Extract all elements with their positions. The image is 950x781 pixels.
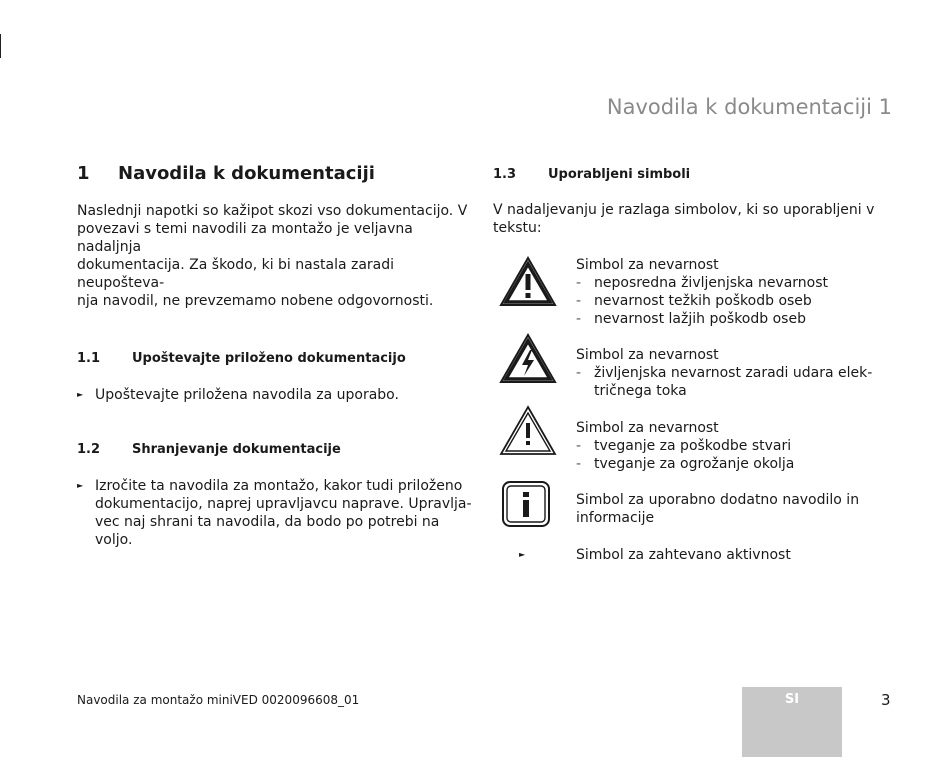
- section-1-3-intro: [493, 201, 893, 237]
- symbol-title: Simbol za nevarnost: [576, 420, 719, 436]
- text-line: dokumentacijo, naprej upravljavcu naprave. Upravlja-: [95, 496, 472, 512]
- crop-mark: [0, 34, 1, 58]
- dash-marker: -: [576, 275, 582, 291]
- section-number: 1.1: [77, 351, 101, 366]
- footer-document-ref: Navodila za montažo miniVED 0020096608_01: [77, 693, 360, 707]
- section-1-1-heading: [77, 350, 477, 368]
- list-item: [576, 310, 896, 328]
- section-1-3-heading: [493, 166, 893, 184]
- dash-marker: -: [576, 438, 582, 454]
- list-item: [576, 364, 896, 400]
- left-column: [77, 160, 477, 549]
- section-title: Uporabljeni simboli: [548, 167, 691, 182]
- list-item-text: nevarnost težkih poškodb oseb: [594, 293, 812, 309]
- list-item-text: nevarnost lažjih poškodb oseb: [594, 311, 806, 327]
- section-number: 1.2: [77, 442, 101, 457]
- text-line: nja navodil, ne prevzemamo nobene odgovornosti.: [77, 293, 434, 309]
- dash-marker: -: [576, 311, 582, 327]
- action-bullet: [77, 477, 477, 549]
- caution-triangle-outline-icon: [499, 405, 557, 457]
- symbol-description: [576, 346, 896, 400]
- text-line: tekstu:: [493, 220, 542, 236]
- bullet-arrow-icon: ►: [77, 481, 84, 490]
- symbol-title: Simbol za uporabno dodatno navodilo in: [576, 492, 860, 508]
- symbol-description: [576, 491, 896, 527]
- text-line: vec naj shrani ta navodila, da bodo po potrebi na voljo.: [95, 514, 440, 548]
- list-item-text: tveganje za ogrožanje okolja: [594, 456, 795, 472]
- action-arrow-icon: ►: [519, 550, 526, 559]
- list-item-text: življenjska nevarnost zaradi udara elek-: [594, 365, 873, 381]
- section-1-intro: [77, 202, 477, 310]
- list-item: [576, 437, 896, 455]
- section-title: Upoštevajte priloženo dokumentacijo: [132, 351, 406, 366]
- list-item-text: tričnega toka: [594, 383, 687, 399]
- section-1-heading: [77, 162, 477, 186]
- danger-triangle-bold-icon: [499, 256, 557, 308]
- symbol-title: Simbol za nevarnost: [576, 257, 719, 273]
- section-title: Navodila k dokumentaciji: [118, 163, 375, 184]
- language-tab: [742, 687, 842, 757]
- symbol-description: [576, 419, 896, 473]
- page-number: 3: [881, 691, 891, 709]
- dash-marker: -: [576, 456, 582, 472]
- section-number: 1: [77, 163, 90, 184]
- running-head: Navodila k dokumentaciji 1: [606, 95, 892, 119]
- bullet-arrow-icon: ►: [77, 390, 84, 399]
- text-line: Naslednji napotki so kažipot skozi vso dokumentacijo. V: [77, 203, 468, 219]
- symbol-title: Simbol za nevarnost: [576, 347, 719, 363]
- action-bullet: [77, 386, 477, 404]
- right-column: [493, 160, 893, 580]
- dash-marker: -: [576, 293, 582, 309]
- section-1-2-heading: [77, 441, 477, 459]
- symbol-title: Simbol za zahtevano aktivnost: [576, 547, 791, 563]
- symbol-description: [576, 256, 896, 328]
- info-box-icon: [501, 480, 551, 528]
- dash-marker: -: [576, 365, 582, 381]
- list-item: [576, 274, 896, 292]
- list-item: [576, 292, 896, 310]
- text-line: Upoštevajte priložena navodila za uporabo.: [95, 387, 399, 403]
- text-line: Izročite ta navodila za montažo, kakor tudi priloženo: [95, 478, 463, 494]
- text-line: povezavi s temi navodili za montažo je veljavna nadaljnja: [77, 221, 413, 255]
- electric-danger-triangle-icon: [499, 333, 557, 385]
- list-item-text: tveganje za poškodbe stvari: [594, 438, 792, 454]
- text-line: V nadaljevanju je razlaga simbolov, ki so uporabljeni v: [493, 202, 875, 218]
- symbol-title: informacije: [576, 510, 655, 526]
- section-number: 1.3: [493, 167, 517, 182]
- symbol-description: [576, 546, 896, 564]
- language-code: SI: [784, 692, 800, 707]
- section-title: Shranjevanje dokumentacije: [132, 442, 341, 457]
- text-line: dokumentacija. Za škodo, ki bi nastala zaradi neupošteva-: [77, 257, 395, 291]
- list-item: [576, 455, 896, 473]
- list-item-text: neposredna življenjska nevarnost: [594, 275, 829, 291]
